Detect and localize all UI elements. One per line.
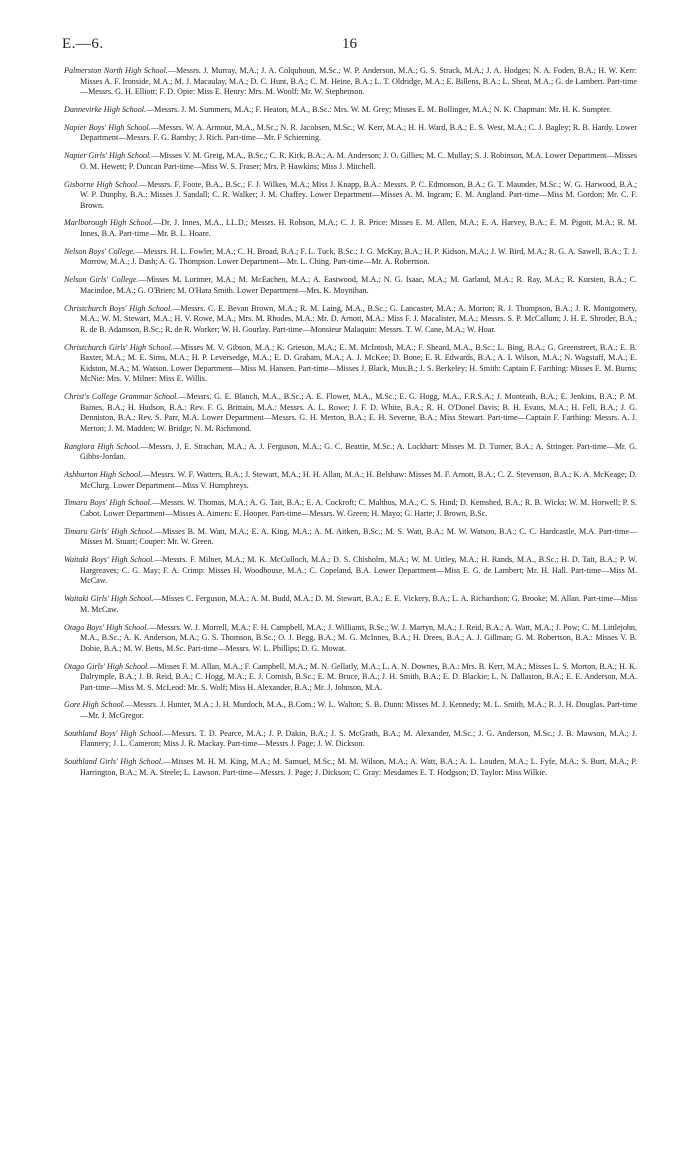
- staff-names: —Misses B. M. Watt, M.A.; E. A. King, M.A.; A. M. Aitken, B.Sc.; M. S. Watt, B.A.; M. W. Watson, B.A.; C. C. Hardcastle, M.A. Part-time—Misses M. Stuart; Couper: Mr. W. Green.: [80, 526, 638, 547]
- staff-entry: [64, 662, 637, 694]
- staff-entry: [64, 757, 637, 778]
- staff-entry: [64, 343, 637, 385]
- staff-names: —Messrs. C. E. Bevan Brown, M.A.; R. M. Laing, M.A., B.Sc.; G. Lancaster, M.A.; A. Morton; R. J. Thompson, B.A.; J. R. Montgomery, M.A.; W. M. Stewart, M.A.; H. V. Rowe, M.A.; Mrs. M. Rhodes, M.A.: Mr. D. Arnott, M.A.: Miss F. J. Macalister, M.A.; Messrs. S. P. McCallum; J. H. E. Shroder, B.A.; R. de B. Adamson, B.Sc.; R. de R. Worker; W. H. Gourlay. Part-time—Monsieur Malaquin: Messrs. T. W. Cane, M.A.; W. Hoar.: [80, 303, 637, 334]
- staff-entry: [64, 498, 637, 519]
- staff-list: [64, 66, 637, 786]
- staff-names: —Messrs. J. Murray, M.A.; J. A. Colquhoun, M.Sc.; W. P. Anderson, M.A.; G. S. Strack, M.A.; J. A. Hodges; N. A. Foden, B.A.; H. W. Kerr: Misses A. F. Ironside, M.A.; M. J. Macaulay, M.A.; D. C. Hunt, B.A.; C. M. Heine, B.A.; L. T. Oldridge, M.A.; E. Billens, B.A.; L. Sheat, M.A.; G. de Lambert. Part-time—Messrs. G. H. Elliott; F. D. Opie: Miss E. Henry: Mrs. M. Woolf: Mr. W. Stephenson.: [80, 66, 637, 97]
- school-name: Nelson Girls' College.: [64, 275, 139, 285]
- staff-names: —Messrs. F. Milner, M.A.; M. K. McCulloch, M.A.; D. S. Chisholm, M.A.; W. M. Uttley, M.A.; H. Rands, M.A., B.Sc.; H. D. Tait, B.A.; P. W. Hargreaves; C. G. May; F. A. Crimp: Misses H. Woodhouse, M.A.; C. Copeland, B.A. Lower Department—Miss E. G. de Lambert; Mr. H. Hall. Part-time—Miss M. McCaw.: [80, 555, 637, 586]
- staff-entry: [64, 66, 637, 98]
- staff-entry: [64, 594, 637, 615]
- page-header: [62, 36, 638, 56]
- staff-names: —Misses M. Lorimer, M.A.; M. McEachen, M.A.; A. Eastwood, M.A.; N. G. Isaac, M.A.; M. Garland, M.A.; R. Ray, M.A.; R. Kursten, B.A.; C. Macindoe, M.A.; G. O'Brien; M. O'Hara Smith. Lower Department—Mrs. K. Moynihan.: [80, 275, 637, 295]
- staff-names: —Messrs. H. L. Fowler, M.A.; C. H. Broad, B.A.; F. L. Tuck, B.Sc.; J. G. McKay, B.A.; H. P. Kidson, M.A.; J. W. Bird, M.A.; R. G. A. Sawell, B.A.; T. J. Morrow, M.A.; J. Dash; A. G. Thompson. Lower Department—Mr. L. Ching. Part-time—Mr. A. Robertson.: [80, 246, 637, 267]
- staff-entry: [64, 275, 637, 296]
- staff-entry: [64, 555, 637, 587]
- school-name: Southland Boys' High School.: [64, 728, 164, 738]
- school-name: Timaru Boys' High School.: [64, 498, 152, 508]
- staff-entry: [64, 700, 637, 721]
- staff-names: —Messrs. W. J. Morrell, M.A.; F. H. Campbell, M.A.; J. Williams, B.Sc.; W. J. Martyn, M.A.; J. Reid, B.A.; A. Watt, M.A.; J. Pow; C. M. Littlejohn, M.A., B.Sc.; A. K. Anderson, M.A.; G. S. Thomson, B.Sc.; O. J. Begg, B.A.; M. G. McInnes, B.A.; H. Drees, B.A.; A. J. Gillman; G. M. Robertson, B.A.: Misses V. B. Dobie, B.A.; M. W. Betts, M.Sc. Part-time—Messrs. W. L. Phillips; D. G. Mowat.: [80, 622, 637, 653]
- school-name: Christ's College Grammar School.: [64, 392, 179, 402]
- school-name: Gore High School.: [64, 700, 125, 710]
- staff-names: —Misses F. M. Allan, M.A.; F. Campbell, M.A.; M. N. Gellatly, M.A.; L. A. N. Downes, B.A.: Mrs. B. Kerr, M.A.; Misses L. S. Morton, B.A.; H. K. Dalrymple, B.A.; J. B. Reid, B.A.; C. Hogg, M.A.; E. J. Cornish, B.Sc.; E. M. Bruce, B.A.; J. H. Smith, B.A.; E. D. Blackie; L. N. Dallaston, B.A.; E. E. Anderson, M.A. Part-time—Miss M. S. McLeod: Mr. S. Wolf; Miss H. Alexander, B.A.; Mr. J. Johnson, M.A.: [80, 661, 637, 692]
- staff-names: —Messrs. T. D. Pearce, M.A.; J. P. Dakin, B.A.; J. S. McGrath, B.A.; M. Alexander, M.Sc.; J. G. Anderson, M.Sc.; J. B. Mawson, M.A.; J. Flannery; J. L. Cameron; Miss J. R. Mackay. Part-time—Messrs J. Page; J. W. Dickson.: [80, 728, 637, 749]
- staff-names: —Messrs. J. M. Summers, M.A.; F. Heaton, M.A., B.Sc.: Mrs. W. M. Grey; Misses E. M. Bollinger, M.A.; N. K. Chapman: Mr. H. K. Sumpter.: [146, 104, 612, 114]
- school-name: Rangiora High School.: [64, 441, 141, 451]
- staff-names: —Misses V. M. Greig, M.A., B.Sc.; C. R. Kirk, B.A.; A. M. Anderson; J. O. Gillies; M. C. Mullay; S. J. Robinson, M.A. Lower Department—Misses O. M. Hewett; P. Duncan Part-time—Miss W. S. Fraser; Mrs. P. Hawkins; Miss J. Mitchell.: [80, 151, 637, 171]
- document-reference: E.—6.: [62, 36, 104, 52]
- staff-names: —Messrs. J. E. Strachan, M.A.; A. J. Ferguson, M.A.; G. C. Beattie, M.Sc.; A. Lockhart: Misses M. D. Turner, B.A.; A. Stringer. Part-time—Mr. G. Gibbs-Jordan.: [80, 441, 637, 462]
- school-name: Waitaki Girls' High School.: [64, 594, 154, 604]
- staff-names: —Messrs. W. A. Armour, M.A., M.Sc.; N. R. Jacobsen, M.Sc.; W. Kerr, M.A.; H. H. Ward, B.A.; E. S. West, M.A.; C. J. Bagley; R. B. Hardy. Lower Department—Messrs. F. G. Barnby; J. Rich. Part-time—Mr. F Schierning.: [80, 122, 637, 143]
- school-name: Dannevirke High School.: [64, 104, 147, 114]
- school-name: Waitaki Boys' High School.: [64, 555, 155, 565]
- staff-entry: [64, 442, 637, 463]
- school-name: Napier Girls' High School.: [64, 151, 152, 161]
- staff-entry: [64, 123, 637, 144]
- school-name: Nelson Boys' College.: [64, 246, 136, 256]
- staff-entry: [64, 470, 637, 491]
- page-number: 16: [342, 36, 357, 52]
- school-name: Southland Girls' High School.: [64, 757, 164, 767]
- school-name: Napier Boys' High School.: [64, 122, 151, 132]
- school-name: Otago Girls' High School.: [64, 661, 150, 671]
- staff-entry: [64, 180, 637, 212]
- school-name: Timaru Girls' High School.: [64, 526, 155, 536]
- staff-entry: [64, 218, 637, 239]
- staff-names: —Misses C. Ferguson, M.A.; A. M. Budd, M.A.; D. M. Stewart, B.A.; E. E. Vickery, B.A.; L. A. Richardson; G. Brooke; M. Allan. Part-time—Miss M. McCaw.: [80, 594, 637, 614]
- staff-names: —Messrs. J. Hunter, M.A.; J. H. Murdoch, M.A., B.Com.; W. L. Walton; S. B. Dunn: Misses M. J. Kennedy; M. L. Smith, M.A.; R. J. H. Douglas. Part-time—Mr. J. McGregor.: [80, 700, 637, 721]
- school-name: Christchurch Boys' High School.: [64, 303, 173, 313]
- staff-names: —Misses M. H. M. King, M.A.; M. Samuel, M.Sc.; M. M. Wilson, M.A.; A. Watt, B.A.; A. L. Louden, M.A.; L. Fyfe, M.A.; S. Burt, M.A.; P. Harrington, B.A.; M. A. Steele; L. Lawson. Part-time—Messrs. J. Page; J. Dickson; C. Gray: Mesdames E. T. Hodgson; D. Taylor: Miss Wilkie.: [80, 757, 637, 777]
- school-name: Ashburton High School.: [64, 470, 143, 480]
- staff-names: —Messrs. F. Foote, B.A., B.Sc.; F. J. Wilkes, M.A.; Miss J. Knapp, B.A.: Messrs. P. C. Edmonson, B.A.; G. T. Maunder, M.Sc.; W. G. Harwood, B.A.; W. P. Dunphy, B.A.: Misses J. Sandall; C. R. Walker; J. M. Chaffey. Lower Department—Misses A. M. Ingram; E. M. Angland. Part-time—Miss M. Gordon; Mr. C. F. Brown.: [80, 179, 637, 210]
- staff-entry: [64, 392, 637, 434]
- school-name: Otago Boys' High School.: [64, 622, 149, 632]
- staff-names: —Dr. J. Innes, M.A., LL.D.; Messrs. H. Robson, M.A.; C. J. R. Price: Misses E. M. Allen, M.A.; E. A. Harvey, B.A.; E. M. Pigott, M.A.; R. M. Innes, B.A. Part-time—Mr. B. L. Hoare.: [80, 218, 637, 239]
- staff-names: —Messrs. W. Thomas, M.A.; A. G. Tait, B.A.; E. A. Cockroft; C. Malthus, M.A.; C. S. Hind; D. Kemshed, B.A.; R. B. Wicks; W. M. Horwell; P. S. Cabot. Lower Department—Misses A. Aimers: E. Hooper. Part-time—Messrs. W. Green; H. Mayo; G. Harte; J. Brown, B.Sc.: [80, 498, 637, 519]
- staff-entry: [64, 151, 637, 172]
- staff-entry: [64, 729, 637, 750]
- staff-names: —Messrs. G. E. Blanch, M.A., B.Sc.; A. E. Flower, M.A., M.Sc.; E. G. Hogg, M.A., F.R.S.A.; J. Monteath, B.A.; E. Jenkins, B.A.; P. M. Baines, B.A.; H. Hudson, B.A.: Rev. F. G. Brittain, M.A.: Messrs. A. L. Rowe; J. F. D. White, B.A.; R. H. O'Donel Davis; B. H. Evans, M.A.; H. Fell, B.A.; J. G. Denniston, B.A.: Rev. S. Parr, M.A. Lower Department—Messrs. G. H. Merton, B.A.; E. H. Severne, B.A.; Miss Stewart. Part-time—Captain F. Farthing: Messrs. A. J. Merton; J. M. Madden; W. Bridge; N. M. Richmond.: [80, 392, 637, 433]
- staff-entry: [64, 247, 637, 268]
- staff-names: —Messrs. W. F. Watters, B.A.; J. Stewart, M.A.; H. H. Allan, M.A.; H. Belshaw: Misses M. F. Arnott, B.A.; C. Z. Stevenson, B.A.; K. A. McKeage; D. McClurg. Lower Department—Miss V. Humphreys.: [80, 470, 638, 490]
- school-name: Christchurch Girls' High School.: [64, 342, 173, 352]
- staff-entry: [64, 304, 637, 336]
- school-name: Palmerston North High School.: [64, 66, 168, 75]
- school-name: Gisborne High School.: [64, 179, 140, 189]
- staff-entry: [64, 623, 637, 655]
- staff-names: —Misses M. V. Gibson, M.A.; K. Grieson, M.A.; E. M. McIntosh, M.A.; F. Sheard, M.A., B.Sc.; L. Bing, B.A.; G. Greenstreet, B.A.; E. B. Baxter, M.A.; M. E. Sims, M.A.; H. P. Leversedge, M.A.; E. D. Graham, M.A.; A. J. McKee; D. Bone; E. R. Edwards, B.A.; A. I. Wilson, M.A.; N. Wagstaff, M.A.; E. Kidston, M.A.; M. Watson. Lower Department—Miss M. Hansen. Part-time—Misses J. Black, Mus.B.; J. S. Berkeley; H. Smith: Captain F. Farthing: Misses E. M. Burns; McNie: Mrs. V. Milner: Miss E. Willis.: [80, 342, 637, 384]
- staff-entry: [64, 527, 637, 548]
- staff-entry: [64, 105, 637, 116]
- school-name: Marlborough High School.: [64, 218, 154, 228]
